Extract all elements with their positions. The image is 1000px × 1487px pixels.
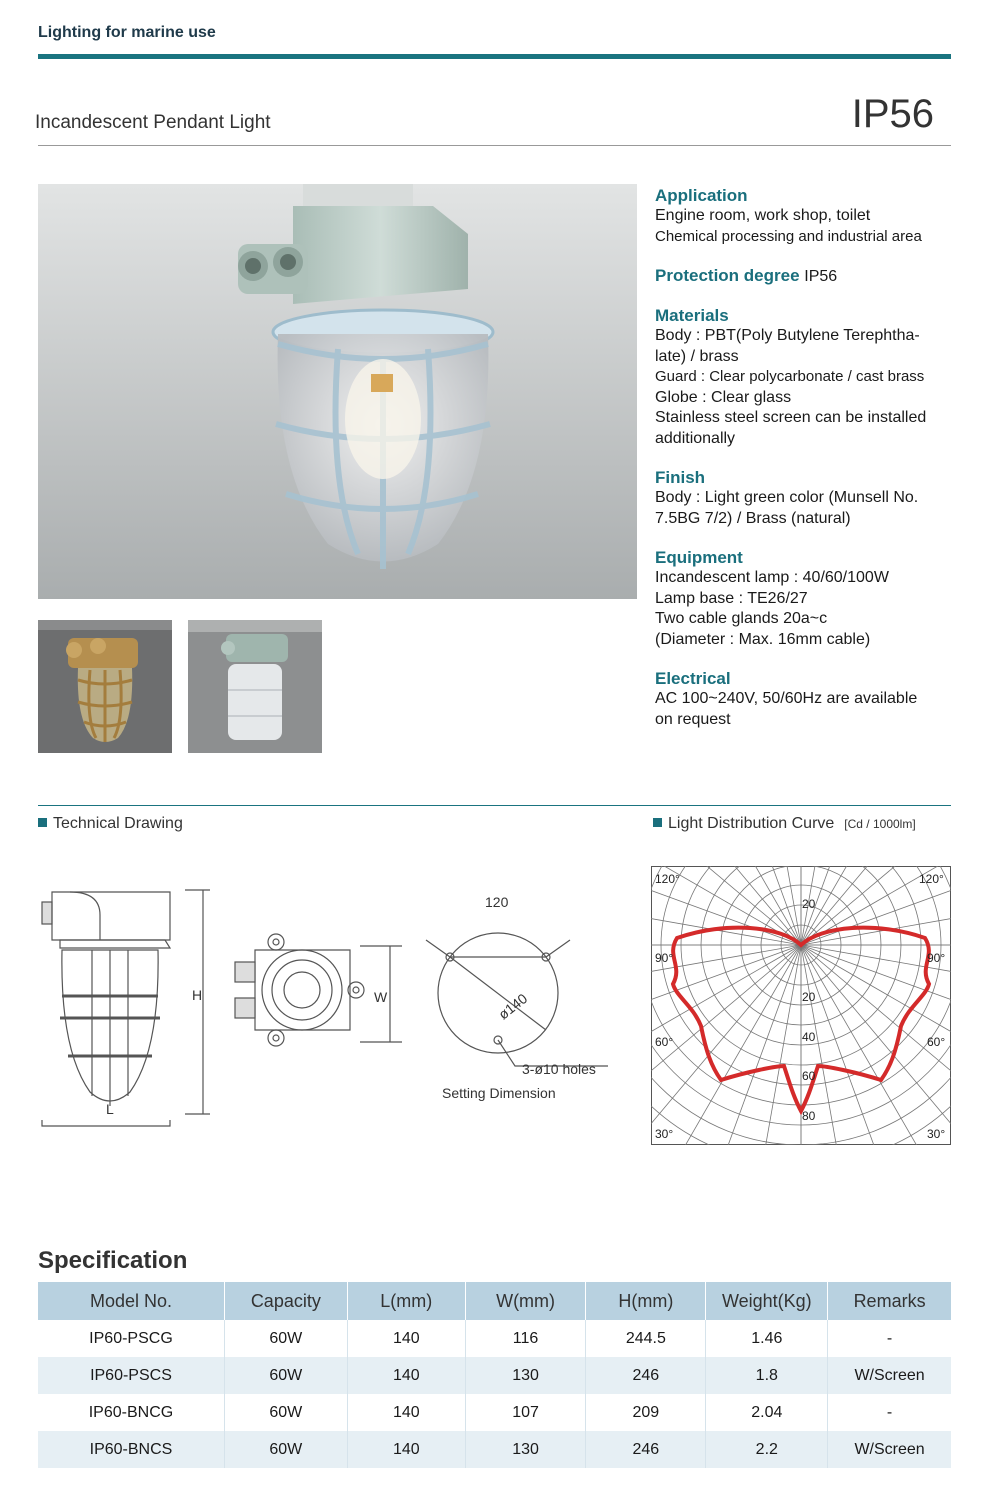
spec-line: on request xyxy=(655,710,731,728)
dim-l-label: L xyxy=(106,1101,114,1117)
equipment-heading: Equipment xyxy=(655,548,743,567)
spec-column xyxy=(655,186,955,749)
table-cell: 209 xyxy=(586,1394,706,1431)
table-cell: W/Screen xyxy=(828,1431,951,1468)
dim-120-label: 120 xyxy=(485,894,509,910)
table-body xyxy=(38,1320,951,1468)
header-divider xyxy=(38,54,951,59)
angle-label: 120° xyxy=(655,872,680,886)
angle-label: 30° xyxy=(927,1127,946,1141)
holes-label: 3-ø10 holes xyxy=(522,1061,596,1077)
spec-line: Two cable glands 20a~c xyxy=(655,610,828,627)
light-distribution-chart xyxy=(651,866,951,1145)
table-header-row xyxy=(38,1282,951,1320)
protection-section xyxy=(655,266,955,287)
table-cell: 140 xyxy=(347,1357,465,1394)
finish-section xyxy=(655,468,955,529)
application-heading: Application xyxy=(655,186,748,205)
table-row xyxy=(38,1431,951,1468)
specification-title: Specification xyxy=(38,1247,188,1274)
product-title: Incandescent Pendant Light xyxy=(35,112,271,133)
table-cell: 140 xyxy=(347,1431,465,1468)
protection-value: IP56 xyxy=(804,268,838,285)
materials-section xyxy=(655,306,955,449)
spec-line: Lamp base : TE26/27 xyxy=(655,589,808,607)
angle-label: 120° xyxy=(919,872,944,886)
product-photo-screen xyxy=(188,620,322,753)
table-cell: 2.2 xyxy=(706,1431,828,1468)
table-cell: 60W xyxy=(224,1320,347,1357)
table-cell: 244.5 xyxy=(586,1320,706,1357)
column-header: Weight(Kg) xyxy=(706,1282,828,1320)
drawing-housing xyxy=(52,892,170,940)
electrical-section xyxy=(655,669,955,730)
radius-label: 20 xyxy=(802,990,816,1004)
table-cell: 60W xyxy=(224,1394,347,1431)
radius-label: 80 xyxy=(802,1109,816,1123)
radius-label: 60 xyxy=(802,1069,816,1083)
product-photo-main xyxy=(38,184,637,599)
category-label: Lighting for marine use xyxy=(38,24,216,41)
radius-label: 20 xyxy=(802,897,816,911)
table-cell: 130 xyxy=(465,1431,585,1468)
table-cell: - xyxy=(886,1403,893,1421)
column-header: L(mm) xyxy=(347,1282,465,1320)
column-header: Remarks xyxy=(828,1282,951,1320)
angle-label: 90° xyxy=(655,951,674,965)
angle-label: 60° xyxy=(655,1035,674,1049)
table-cell: 1.46 xyxy=(706,1320,828,1357)
table-cell: 246 xyxy=(586,1357,706,1394)
angle-label: 60° xyxy=(927,1035,946,1049)
spec-line: late) / brass xyxy=(655,347,739,365)
column-header: Capacity xyxy=(224,1282,347,1320)
table-cell: 140 xyxy=(347,1394,465,1431)
bullet-square-icon xyxy=(653,818,662,827)
angle-label: 30° xyxy=(655,1127,674,1141)
table-cell: 60W xyxy=(224,1357,347,1394)
column-header: W(mm) xyxy=(465,1282,585,1320)
spec-line: 7.5BG 7/2) / Brass (natural) xyxy=(655,509,851,527)
table-cell: IP60-BNCG xyxy=(38,1394,224,1431)
dim-w-label: W xyxy=(374,989,388,1005)
title-divider xyxy=(38,145,951,146)
spec-line: additionally xyxy=(655,429,736,447)
protection-heading: Protection degree xyxy=(655,266,800,285)
technical-drawing xyxy=(30,870,630,1140)
radius-label: 40 xyxy=(802,1030,816,1044)
spec-line: Incandescent lamp : 40/60/100W xyxy=(655,569,889,586)
specification-table xyxy=(38,1282,951,1468)
bullet-square-icon xyxy=(38,818,47,827)
technical-drawing-label xyxy=(38,815,183,833)
spec-line: (Diameter : Max. 16mm cable) xyxy=(655,630,871,648)
application-section xyxy=(655,186,955,247)
table-cell: 2.04 xyxy=(706,1394,828,1431)
light-curve-label xyxy=(653,815,916,833)
table-row xyxy=(38,1394,951,1431)
angle-label: 90° xyxy=(927,951,946,965)
dim-h-label: H xyxy=(192,987,203,1003)
spec-line: Body : PBT(Poly Butylene Terephtha- xyxy=(655,327,920,344)
section-divider xyxy=(38,805,951,806)
materials-heading: Materials xyxy=(655,306,729,325)
table-row xyxy=(38,1320,951,1357)
table-cell: IP60-PSCG xyxy=(38,1320,224,1357)
table-cell: 116 xyxy=(465,1320,585,1357)
spec-line: Guard : Clear polycarbonate / cast brass xyxy=(655,368,925,385)
light-curve-text: Light Distribution Curve xyxy=(668,815,835,832)
table-cell: IP60-BNCS xyxy=(38,1431,224,1468)
ip-rating-label: IP56 xyxy=(851,92,934,136)
product-photo-brass xyxy=(38,620,172,753)
table-cell: 246 xyxy=(586,1431,706,1468)
spec-line: AC 100~240V, 50/60Hz are available xyxy=(655,690,918,707)
column-header: H(mm) xyxy=(586,1282,706,1320)
table-cell: W/Screen xyxy=(828,1357,951,1394)
table-cell: 60W xyxy=(224,1431,347,1468)
table-cell: 140 xyxy=(347,1320,465,1357)
setting-dimension-label: Setting Dimension xyxy=(442,1085,556,1101)
electrical-heading: Electrical xyxy=(655,669,731,688)
equipment-section xyxy=(655,548,955,650)
drawing-gland xyxy=(42,902,52,924)
dim-diameter-label: ø140 xyxy=(495,990,531,1023)
spec-line: Chemical processing and industrial area xyxy=(655,227,922,245)
finish-heading: Finish xyxy=(655,468,706,487)
technical-drawing-text: Technical Drawing xyxy=(53,815,183,832)
spec-line: Globe : Clear glass xyxy=(655,388,792,406)
table-row xyxy=(38,1357,951,1394)
table-cell: 130 xyxy=(465,1357,585,1394)
light-curve-unit: [Cd / 1000lm] xyxy=(844,817,916,831)
spec-line: Engine room, work shop, toilet xyxy=(655,207,871,224)
table-cell: 107 xyxy=(465,1394,585,1431)
table-cell: - xyxy=(886,1329,893,1347)
spec-line: Body : Light green color (Munsell No. xyxy=(655,489,919,506)
column-header: Model No. xyxy=(38,1282,224,1320)
table-cell: 1.8 xyxy=(706,1357,828,1394)
table-cell: IP60-PSCS xyxy=(38,1357,224,1394)
spec-line: Stainless steel screen can be installed xyxy=(655,409,927,426)
